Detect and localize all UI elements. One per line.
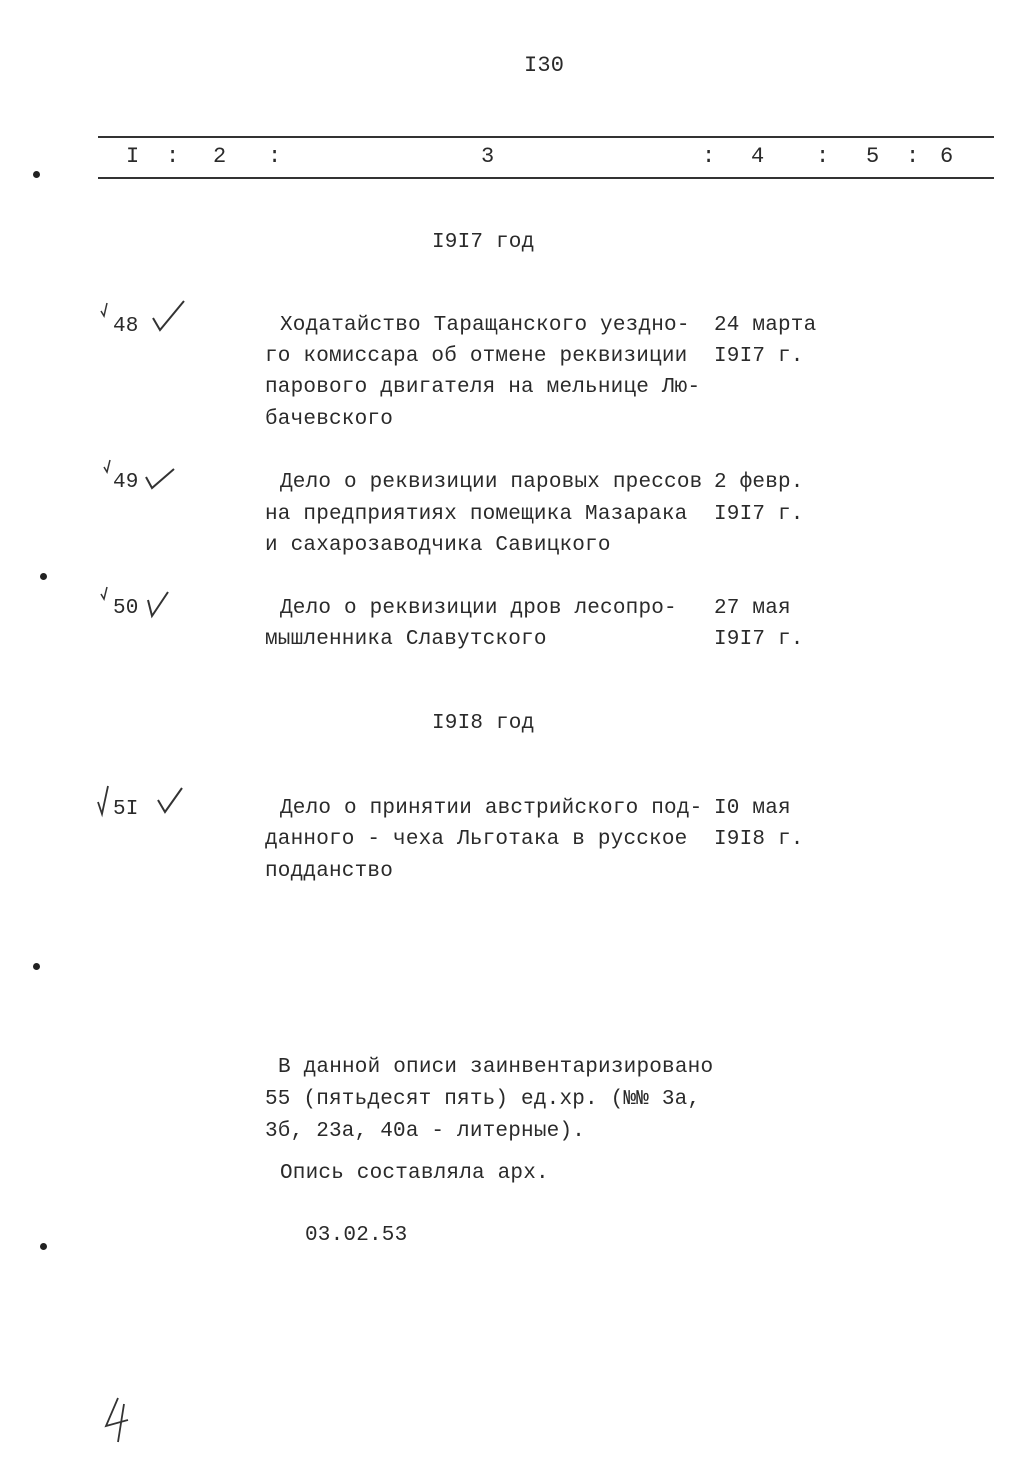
binding-hole xyxy=(40,1243,47,1250)
entry-description-line: Дело о реквизиции дров лесопро- xyxy=(280,597,677,620)
entry-description-line: Дело о принятии австрийского под- xyxy=(280,797,703,820)
binding-hole xyxy=(33,963,40,970)
summary-line: В данной описи заинвентаризировано xyxy=(278,1056,714,1079)
column-separator: : xyxy=(816,144,830,169)
header-bottom-rule xyxy=(98,177,994,179)
binding-hole xyxy=(40,573,47,580)
entry-number: 49 xyxy=(113,471,139,494)
page-number: I30 xyxy=(524,53,565,78)
check-mark-icon xyxy=(96,780,188,820)
entry-date-line: 24 марта xyxy=(714,314,817,337)
entry-description-line: парового двигателя на мельнице Лю- xyxy=(265,376,701,399)
column-header-1: I xyxy=(126,144,140,169)
check-mark-icon xyxy=(98,455,190,495)
summary-line: 3б, 23а, 40а - литерные). xyxy=(265,1120,586,1143)
entry-description-line: данного - чеха Льготака в русское xyxy=(265,828,688,851)
entry-description-line: на предприятиях помещика Мазарака xyxy=(265,503,688,526)
binding-hole xyxy=(33,171,40,178)
column-header-5: 5 xyxy=(866,144,880,169)
compiler-line: Опись составляла арх. xyxy=(280,1162,549,1185)
column-header-2: 2 xyxy=(213,144,227,169)
entry-description-line: Ходатайство Таращанского уездно- xyxy=(280,314,690,337)
entry-date-line: I9I7 г. xyxy=(714,628,804,651)
entry-number: 48 xyxy=(113,315,139,338)
column-separator: : xyxy=(268,144,282,169)
entry-date-line: I9I7 г. xyxy=(714,503,804,526)
entry-description-line: Дело о реквизиции паровых прессов xyxy=(280,471,703,494)
compilation-date: 03.02.53 xyxy=(305,1224,408,1247)
entry-number: 5I xyxy=(113,798,139,821)
column-separator: : xyxy=(702,144,716,169)
entry-date-line: I9I8 г. xyxy=(714,828,804,851)
entry-date-line: 2 февр. xyxy=(714,471,804,494)
entry-date-line: I0 мая xyxy=(714,797,791,820)
entry-number: 50 xyxy=(113,597,139,620)
year-heading: I9I8 год xyxy=(432,712,535,735)
check-mark-icon xyxy=(98,298,190,338)
entry-description-line: подданство xyxy=(265,860,394,883)
check-mark-icon xyxy=(98,582,190,622)
entry-description-line: мышленника Славутского xyxy=(265,628,547,651)
column-header-3: 3 xyxy=(481,144,495,169)
entry-description-line: го комиссара об отмене реквизиции xyxy=(265,345,688,368)
header-top-rule xyxy=(98,136,994,138)
column-header-4: 4 xyxy=(751,144,765,169)
entry-date-line: I9I7 г. xyxy=(714,345,804,368)
column-header-6: 6 xyxy=(940,144,954,169)
column-separator: : xyxy=(166,144,180,169)
year-heading: I9I7 год xyxy=(432,231,535,254)
column-separator: : xyxy=(906,144,920,169)
entry-date-line: 27 мая xyxy=(714,597,791,620)
summary-line: 55 (пятьдесят пять) ед.хр. (№№ 3а, xyxy=(265,1088,701,1111)
handwritten-folio-mark xyxy=(100,1396,140,1446)
entry-description-line: и сахарозаводчика Савицкого xyxy=(265,534,611,557)
entry-description-line: бачевского xyxy=(265,408,394,431)
